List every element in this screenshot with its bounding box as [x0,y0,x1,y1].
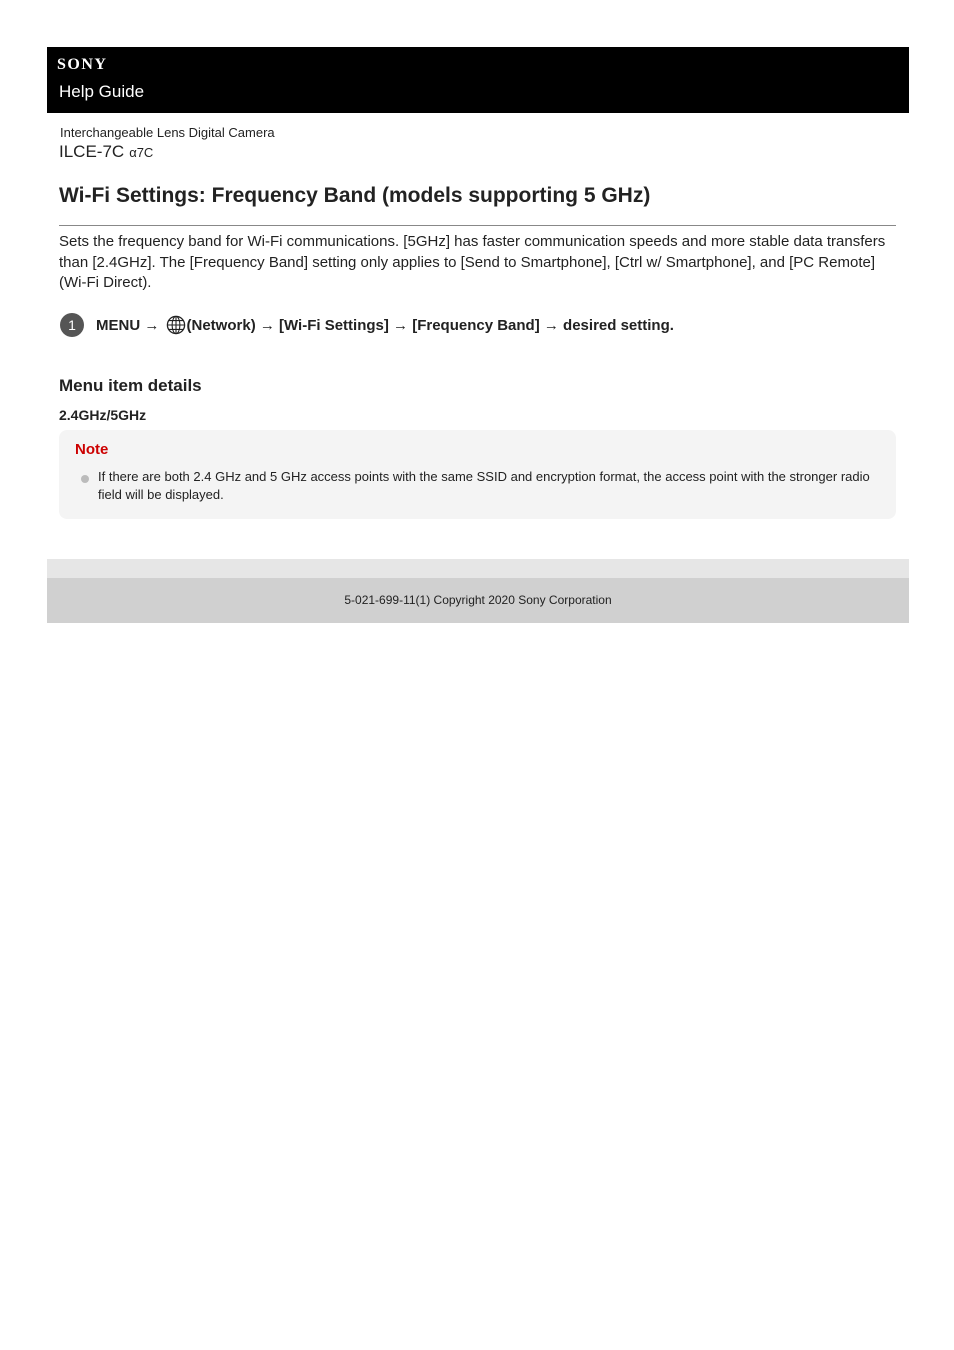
model-alt-name: α7C [129,145,154,160]
title-divider [59,225,896,226]
step-number-badge: 1 [60,313,84,337]
step-1 [59,311,909,339]
menu-item-details-heading: Menu item details [59,376,202,395]
intro-paragraph: Sets the frequency band for Wi-Fi communications. [5GHz] has faster communication speeds and more stable data transfers than [2.4GHz]. The [Frequency Band] setting only applies to [Send to Smartphone], [Ctrl w/ Smartphone], and [PC Remote] (Wi-Fi Direct). [59,233,886,291]
model-number: ILCE-7C [59,142,125,161]
network-globe-icon [166,315,186,335]
help-guide-title: Help Guide [59,82,145,101]
footer [47,578,909,623]
step-instruction [96,315,674,335]
sony-logo: SONY [57,56,108,73]
note-item: If there are both 2.4 GHz and 5 GHz access points with the same SSID and encryption format, the access point with the stronger radio field will be displayed. [98,469,870,502]
page-title: Wi-Fi Settings: Frequency Band (models supporting 5 GHz) [59,184,651,207]
step-text-after-icon: (Network) → [Wi-Fi Settings] → [Frequency Band] → desired setting. [186,317,674,334]
footer-band [47,559,909,578]
product-model [59,142,153,162]
note-title: Note [75,441,109,458]
step-text-before-icon: MENU → [96,317,160,334]
menu-item-title: 2.4GHz/5GHz [59,407,147,423]
note-bullet-icon [81,475,89,483]
copyright-text: 5-021-699-11(1) Copyright 2020 Sony Corporation [344,593,612,607]
site-header [47,47,909,113]
note-box [59,430,896,519]
product-type: Interchangeable Lens Digital Camera [60,125,275,140]
